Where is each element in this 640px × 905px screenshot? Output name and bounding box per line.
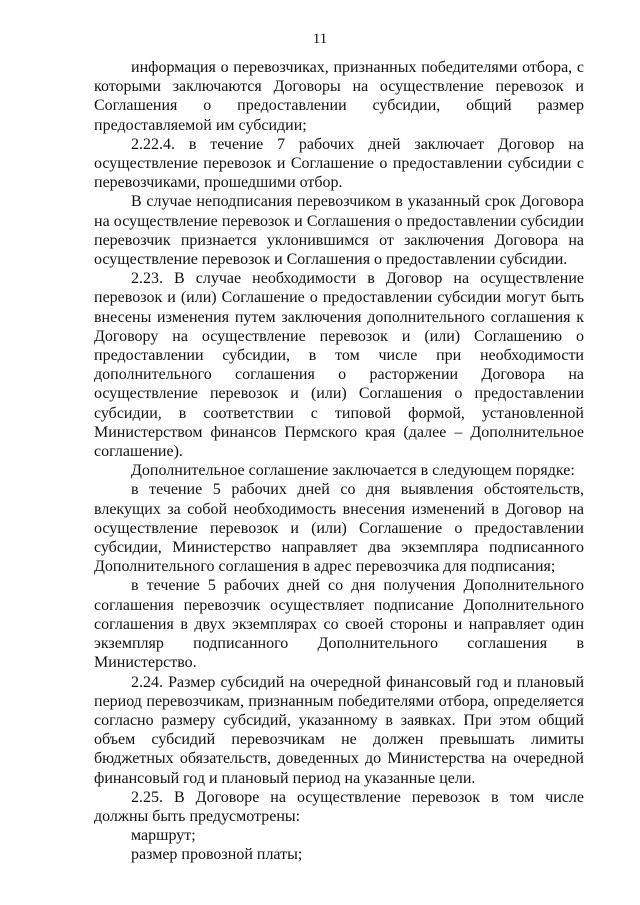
paragraph-procedure-step-2: в течение 5 рабочих дней со дня получения Дополнительного соглашения перевозчик осуществляет подписание Дополнительного соглашения в двух экземплярах со своей стороны и направляет один экземпляр подписанного Дополнительного соглашения в Министерство. [94, 577, 584, 672]
paragraph-2-25: 2.25. В Договоре на осуществление перевозок в том числе должны быть предусмотрены: [94, 788, 584, 825]
paragraph-unsigned: В случае неподписания перевозчиком в указанный срок Договора на осуществление перевозок и Соглашения о предоставлении субсидии перевозчик признается уклонившимся от заключения Договора на осуществление перевозок и Соглашения о предоставлении субсидии. [94, 193, 584, 269]
paragraph-2-23: 2.23. В случае необходимости в Договор на осуществление перевозок и (или) Соглашение о предоставлении субсидии могут быть внесены изменения путем заключения дополнительного соглашения к Договору на осуществление перевозок и (или) Соглашению о предоставлении субсидии, в том числе при необходимости дополнительного соглашения о расторжении Договора на осуществление перевозок и (или) Соглашения о предоставлении субсидии, в соответствии с типовой формой, установленной Министерством финансов Пермского края (далее – Дополнительное соглашение). [94, 270, 584, 461]
document-body [94, 58, 584, 865]
list-item-fare: размер провозной платы; [131, 846, 303, 864]
page-number: 11 [312, 31, 328, 47]
paragraph-2-22-4: 2.22.4. в течение 7 рабочих дней заключает Договор на осуществление перевозок и Соглашение о предоставлении субсидии с перевозчиками, прошедшими отбор. [94, 135, 584, 192]
paragraph-first: информация о перевозчиках, признанных победителями отбора, с которыми заключаются Договоры на осуществление перевозок и Соглашения о предоставлении субсидии, общий размер предоставляемой им субсидии; [94, 59, 584, 134]
list-item-route: маршрут; [131, 827, 196, 845]
paragraph-procedure-step-1: в течение 5 рабочих дней со дня выявления обстоятельств, влекущих за собой необходимость внесения изменений в Договор на осуществление перевозок и (или) Соглашение о предоставлении субсидии, Министерство направляет два экземпляра подписанного Дополнительного соглашения в адрес перевозчика для подписания; [94, 481, 584, 576]
paragraph-procedure-intro: Дополнительное соглашение заключается в следующем порядке: [131, 462, 575, 480]
paragraph-2-24: 2.24. Размер субсидий на очередной финансовый год и плановый период перевозчикам, признанным победителями отбора, определяется согласно размеру субсидий, указанному в заявках. При этом общий объем субсидий перевозчикам не должен превышать лимиты бюджетных обязательств, доведенных до Министерства на очередной финансовый год и плановый период на указанные цели. [94, 673, 584, 787]
